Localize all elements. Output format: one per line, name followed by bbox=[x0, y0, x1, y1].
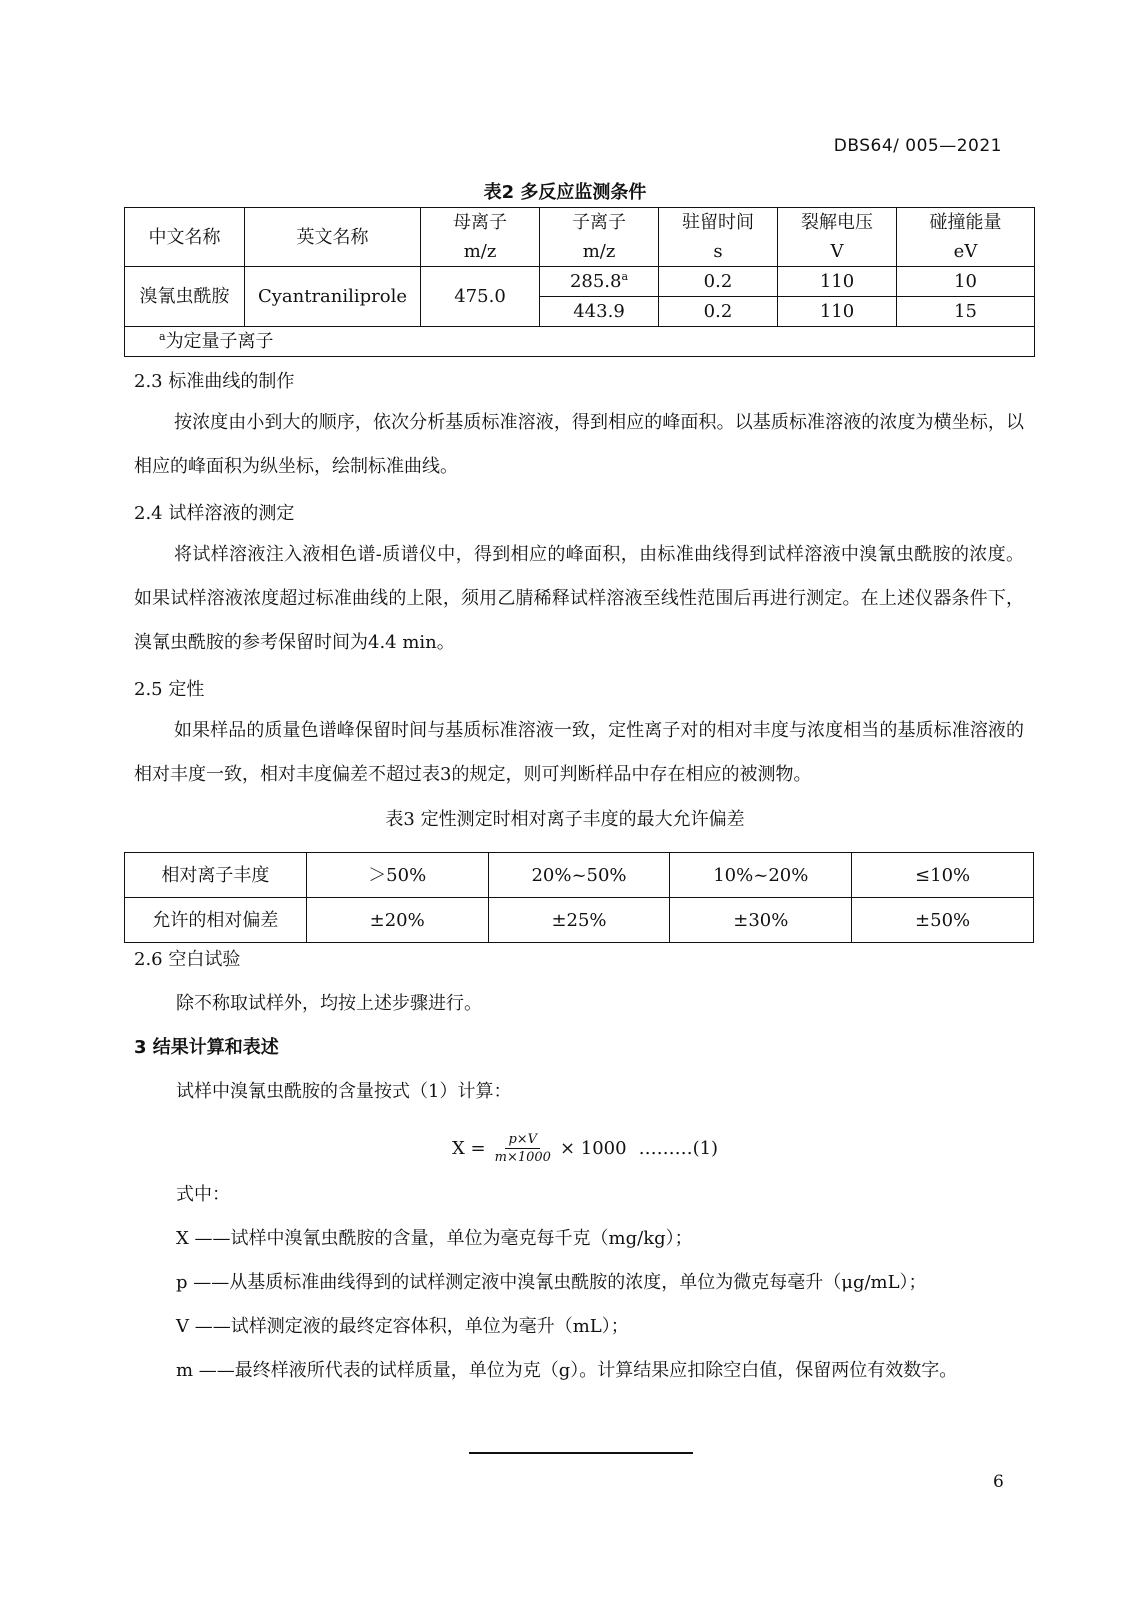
section-2-6-heading: 2.6 空白试验 bbox=[134, 949, 241, 970]
table2-note-row bbox=[125, 327, 1035, 357]
header-daughter-ion: 子离子 m/z bbox=[540, 208, 659, 267]
table3-cell: 相对离子丰度 bbox=[125, 853, 307, 898]
where-label: 式中： bbox=[176, 1184, 230, 1205]
daughter-ion-cell: 285.8$^a$ bbox=[540, 267, 659, 297]
header-parent-ion: 母离子 m/z bbox=[421, 208, 540, 267]
formula-rhs: × 1000 bbox=[559, 1138, 627, 1159]
section-2-3-heading: 2.3 标准曲线的制作 bbox=[134, 371, 295, 392]
table3-caption: 表3 定性测定时相对离子丰度的最大允许偏差 bbox=[385, 809, 745, 830]
formula-denominator: m×1000 bbox=[494, 1150, 551, 1165]
table2-note: $^a$为定量子离子 bbox=[125, 327, 1035, 357]
table3-cell: 10%~20% bbox=[670, 853, 852, 898]
page-number: 6 bbox=[993, 1472, 1004, 1492]
section-2-4-text: 将试样溶液注入液相色谱-质谱仪中，得到相应的峰面积，由标准曲线得到试样溶液中溴氰虫酰胺的浓度。如果试样溶液浓度超过标准曲线的上限，须用乙腈稀释试样溶液至线性范围后再进行测定。在上述仪器条件下，溴氰虫酰胺的参考保留时间为4.4 min。 bbox=[134, 544, 1024, 653]
dwell-cell: 0.2 bbox=[659, 267, 778, 297]
formula-fraction bbox=[492, 1132, 554, 1165]
section-2-6-text: 除不称取试样外，均按上述步骤进行。 bbox=[176, 993, 482, 1014]
section-3-heading: 3 结果计算和表述 bbox=[134, 1037, 279, 1058]
definition-m: m ——最终样液所代表的试样质量，单位为克（g）。计算结果应扣除空白值，保留两位有效数字。 bbox=[176, 1360, 958, 1381]
table2-mrm-conditions bbox=[124, 207, 1035, 357]
dwell-cell: 0.2 bbox=[659, 297, 778, 327]
table-row bbox=[125, 853, 1034, 898]
ce-cell: 15 bbox=[897, 297, 1035, 327]
table3-cell: ±20% bbox=[306, 898, 488, 943]
table3-ion-abundance bbox=[124, 852, 1034, 943]
frag-cell: 110 bbox=[778, 297, 897, 327]
header-cn-name: 中文名称 bbox=[125, 208, 245, 267]
header-dwell-time: 驻留时间 s bbox=[659, 208, 778, 267]
compound-en-name: Cyantraniliprole bbox=[245, 267, 421, 327]
formula-1 bbox=[452, 1132, 718, 1165]
table3-cell: 允许的相对偏差 bbox=[125, 898, 307, 943]
header-collision-energy: 碰撞能量 eV bbox=[897, 208, 1035, 267]
footer-rule bbox=[469, 1452, 693, 1454]
section-2-5-heading: 2.5 定性 bbox=[134, 679, 205, 700]
header-fragmentor: 裂解电压 V bbox=[778, 208, 897, 267]
definition-v: V ——试样测定液的最终定容体积，单位为毫升（mL）； bbox=[176, 1316, 629, 1337]
table3-cell: 20%~50% bbox=[488, 853, 670, 898]
table3-cell: ≤10% bbox=[852, 853, 1034, 898]
standard-code: DBS64/ 005—2021 bbox=[833, 136, 1002, 156]
formula-lhs: X = bbox=[452, 1138, 486, 1159]
compound-parent-ion: 475.0 bbox=[421, 267, 540, 327]
table2-header-row bbox=[125, 208, 1035, 267]
table3-cell: ±50% bbox=[852, 898, 1034, 943]
formula-label: ………(1) bbox=[638, 1138, 719, 1159]
daughter-ion-cell: 443.9 bbox=[540, 297, 659, 327]
definition-x: X ——试样中溴氰虫酰胺的含量，单位为毫克每千克（mg/kg）； bbox=[176, 1228, 693, 1249]
table3-cell: ±25% bbox=[488, 898, 670, 943]
table-row bbox=[125, 898, 1034, 943]
definition-p: p ——从基质标准曲线得到的试样测定液中溴氰虫酰胺的浓度，单位为微克每毫升（μg/mL）； bbox=[176, 1272, 927, 1293]
section-2-3-text: 按浓度由小到大的顺序，依次分析基质标准溶液，得到相应的峰面积。以基质标准溶液的浓度为横坐标，以相应的峰面积为纵坐标，绘制标准曲线。 bbox=[134, 412, 1024, 477]
table2-caption: 表2 多反应监测条件 bbox=[483, 182, 647, 203]
ce-cell: 10 bbox=[897, 267, 1035, 297]
compound-cn-name: 溴氰虫酰胺 bbox=[125, 267, 245, 327]
section-2-4-heading: 2.4 试样溶液的测定 bbox=[134, 503, 295, 524]
header-en-name: 英文名称 bbox=[245, 208, 421, 267]
section-2-5-text: 如果样品的质量色谱峰保留时间与基质标准溶液一致，定性离子对的相对丰度与浓度相当的基质标准溶液的相对丰度一致，相对丰度偏差不超过表3的规定，则可判断样品中存在相应的被测物。 bbox=[134, 720, 1024, 785]
table3-cell: ＞50% bbox=[306, 853, 488, 898]
frag-cell: 110 bbox=[778, 267, 897, 297]
section-3-intro: 试样中溴氰虫酰胺的含量按式（1）计算： bbox=[176, 1081, 512, 1102]
table-row bbox=[125, 267, 1035, 297]
formula-numerator: p×V bbox=[505, 1132, 540, 1149]
table3-cell: ±30% bbox=[670, 898, 852, 943]
